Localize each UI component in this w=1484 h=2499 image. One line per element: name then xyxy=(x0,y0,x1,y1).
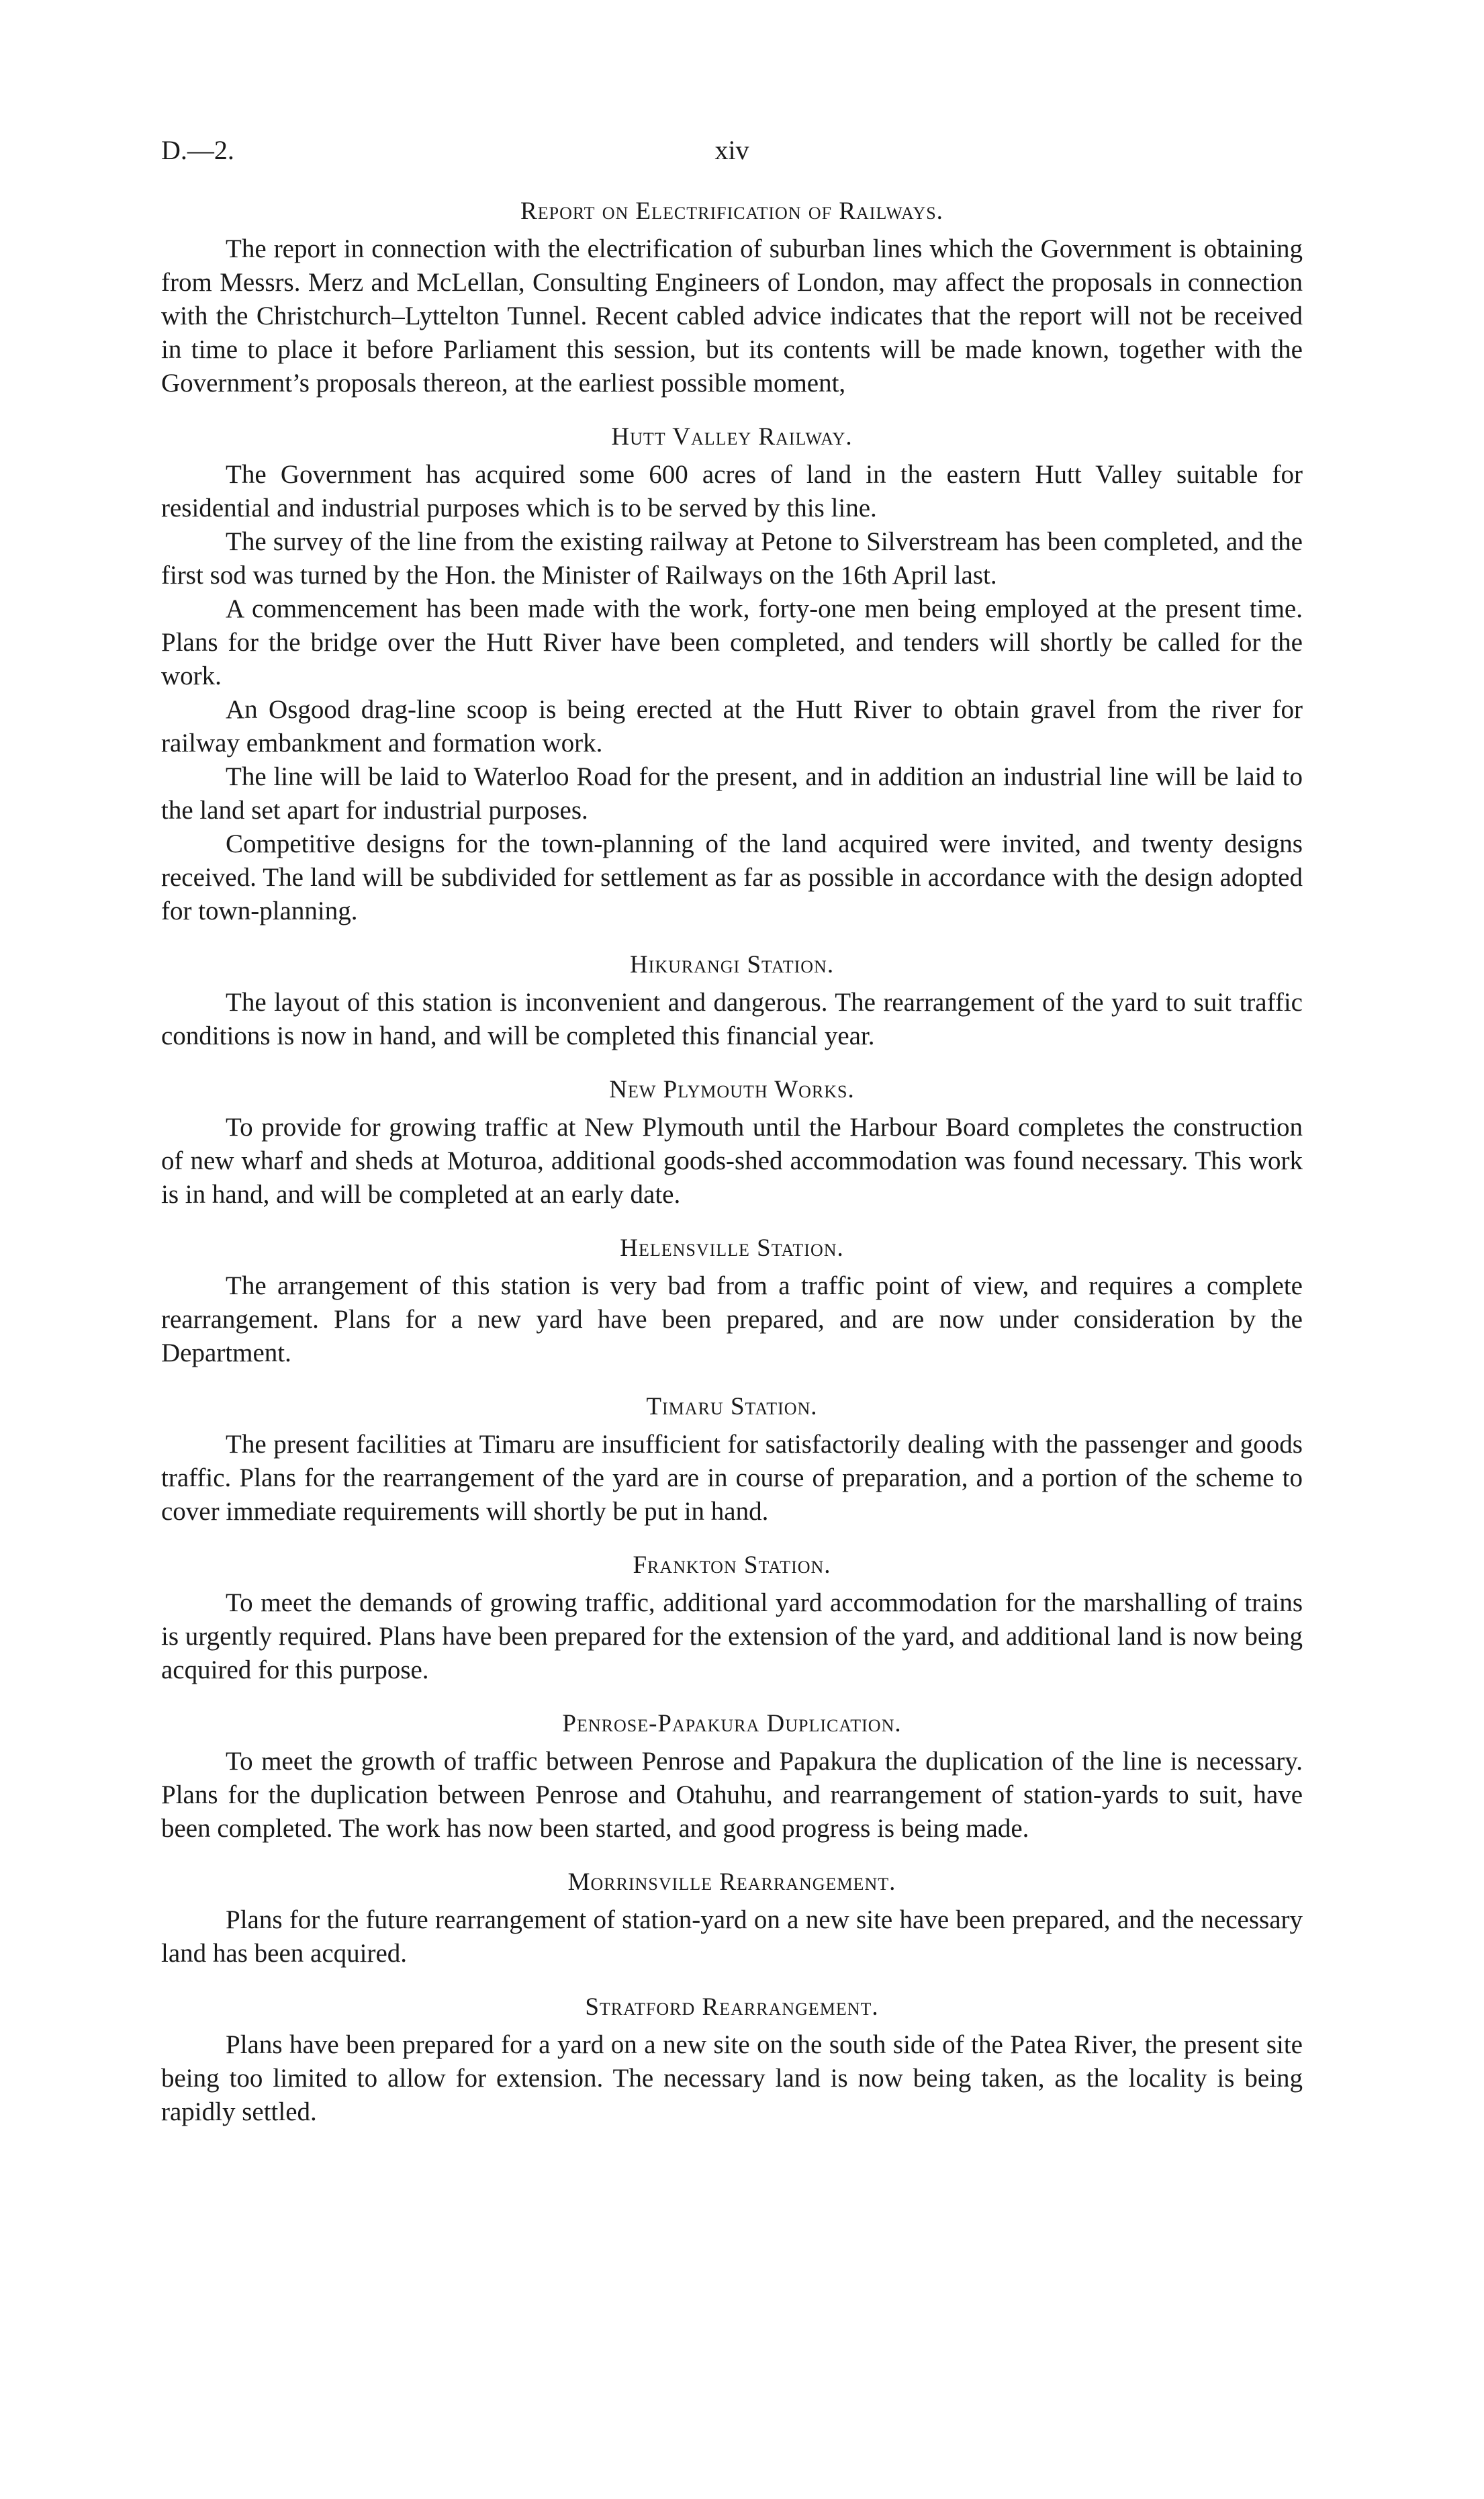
section-timaru xyxy=(161,1390,1303,1529)
section-heading: New Plymouth Works. xyxy=(609,1076,855,1103)
section-heading: Hutt Valley Railway. xyxy=(611,423,853,451)
paragraph: A commencement has been made with the work, forty-one men being employed at the present time. Plans for the bridge over the Hutt River have been completed, and tenders will shortly be called for the work. xyxy=(161,594,1303,690)
paragraph: Plans for the future rearrangement of station-yard on a new site have been prepared, and the necessary land has been acquired. xyxy=(161,1905,1303,1968)
section-new-plymouth xyxy=(161,1073,1303,1212)
section-heading: Helensville Station. xyxy=(620,1234,844,1262)
paragraph: The survey of the line from the existing railway at Petone to Silverstream has been completed, and the first sod was turned by the Hon. the Minister of Railways on the 16th April last. xyxy=(161,527,1303,590)
paragraph: The layout of this station is inconvenient and dangerous. The rearrangement of the yard to suit traffic conditions is now in hand, and will be completed this financial year. xyxy=(161,988,1303,1050)
section-heading: Morrinsville Rearrangement. xyxy=(567,1868,896,1896)
section-hutt-valley xyxy=(161,420,1303,928)
section-penrose-papakura xyxy=(161,1707,1303,1846)
section-stratford xyxy=(161,1991,1303,2129)
section-frankton xyxy=(161,1549,1303,1687)
section-heading: Hikurangi Station. xyxy=(629,951,835,979)
page-header xyxy=(161,134,1303,175)
section-morrinsville xyxy=(161,1866,1303,1970)
paragraph: To meet the demands of growing traffic, additional yard accommodation for the marshalling of trains is urgently required. Plans have been prepared for the extension of the yard, and additional land is now being acquired for this purpose. xyxy=(161,1588,1303,1684)
page-number: xiv xyxy=(714,135,749,165)
paragraph: The arrangement of this station is very bad from a traffic point of view, and requires a complete rearrangement. Plans for a new yard have been prepared, and are now under consideration by the Department. xyxy=(161,1271,1303,1367)
paragraph: An Osgood drag-line scoop is being erected at the Hutt River to obtain gravel from the river for railway embankment and formation work. xyxy=(161,695,1303,758)
paragraph: Plans have been prepared for a yard on a new site on the south side of the Patea River, the present site being too limited to allow for extension. The necessary land is now being taken, as the locality is being rapidly settled. xyxy=(161,2030,1303,2126)
section-hikurangi xyxy=(161,948,1303,1053)
document-page xyxy=(161,134,1303,2129)
paragraph: To meet the growth of traffic between Penrose and Papakura the duplication of the line is necessary. Plans for the duplication between Penrose and Otahuhu, and rearrangement of station-yards to suit, have been completed. The work has now been started, and good progress is being made. xyxy=(161,1747,1303,1843)
section-helensville xyxy=(161,1232,1303,1370)
section-heading: Penrose-Papakura Duplication. xyxy=(562,1710,902,1737)
section-heading: Frankton Station. xyxy=(633,1551,831,1579)
paragraph: The report in connection with the electrification of suburban lines which the Government is obtaining from Messrs. Merz and McLellan, Consulting Engineers of London, may affect the proposals in connection with the Christchurch–Lyttelton Tunnel. Recent cabled advice indicates that the report will not be received in time to place it before Parliament this session, but its contents will be made known, together with the Government’s proposals thereon, at the earliest possible moment, xyxy=(161,234,1303,398)
paragraph: The Government has acquired some 600 acres of land in the eastern Hutt Valley suitable for residential and industrial purposes which is to be served by this line. xyxy=(161,460,1303,522)
paragraph: To provide for growing traffic at New Plymouth until the Harbour Board completes the construction of new wharf and sheds at Moturoa, additional goods-shed accommodation was found necessary. This work is in hand, and will be completed at an early date. xyxy=(161,1113,1303,1209)
page-reference: D.—2. xyxy=(161,135,234,165)
section-heading: Timaru Station. xyxy=(646,1393,818,1420)
paragraph: The line will be laid to Waterloo Road for the present, and in addition an industrial line will be laid to the land set apart for industrial purposes. xyxy=(161,762,1303,825)
paragraph: Competitive designs for the town-planning of the land acquired were invited, and twenty designs received. The land will be subdivided for settlement as far as possible in accordance with the design adopted for town-planning. xyxy=(161,829,1303,925)
section-electrification xyxy=(161,195,1303,400)
section-heading: Report on Electrification of Railways. xyxy=(520,197,943,225)
paragraph: The present facilities at Timaru are insufficient for satisfactorily dealing with the passenger and goods traffic. Plans for the rearrangement of the yard are in course of preparation, and a portion of the scheme to cover immediate requirements will shortly be put in hand. xyxy=(161,1430,1303,1526)
section-heading: Stratford Rearrangement. xyxy=(585,1993,879,2021)
